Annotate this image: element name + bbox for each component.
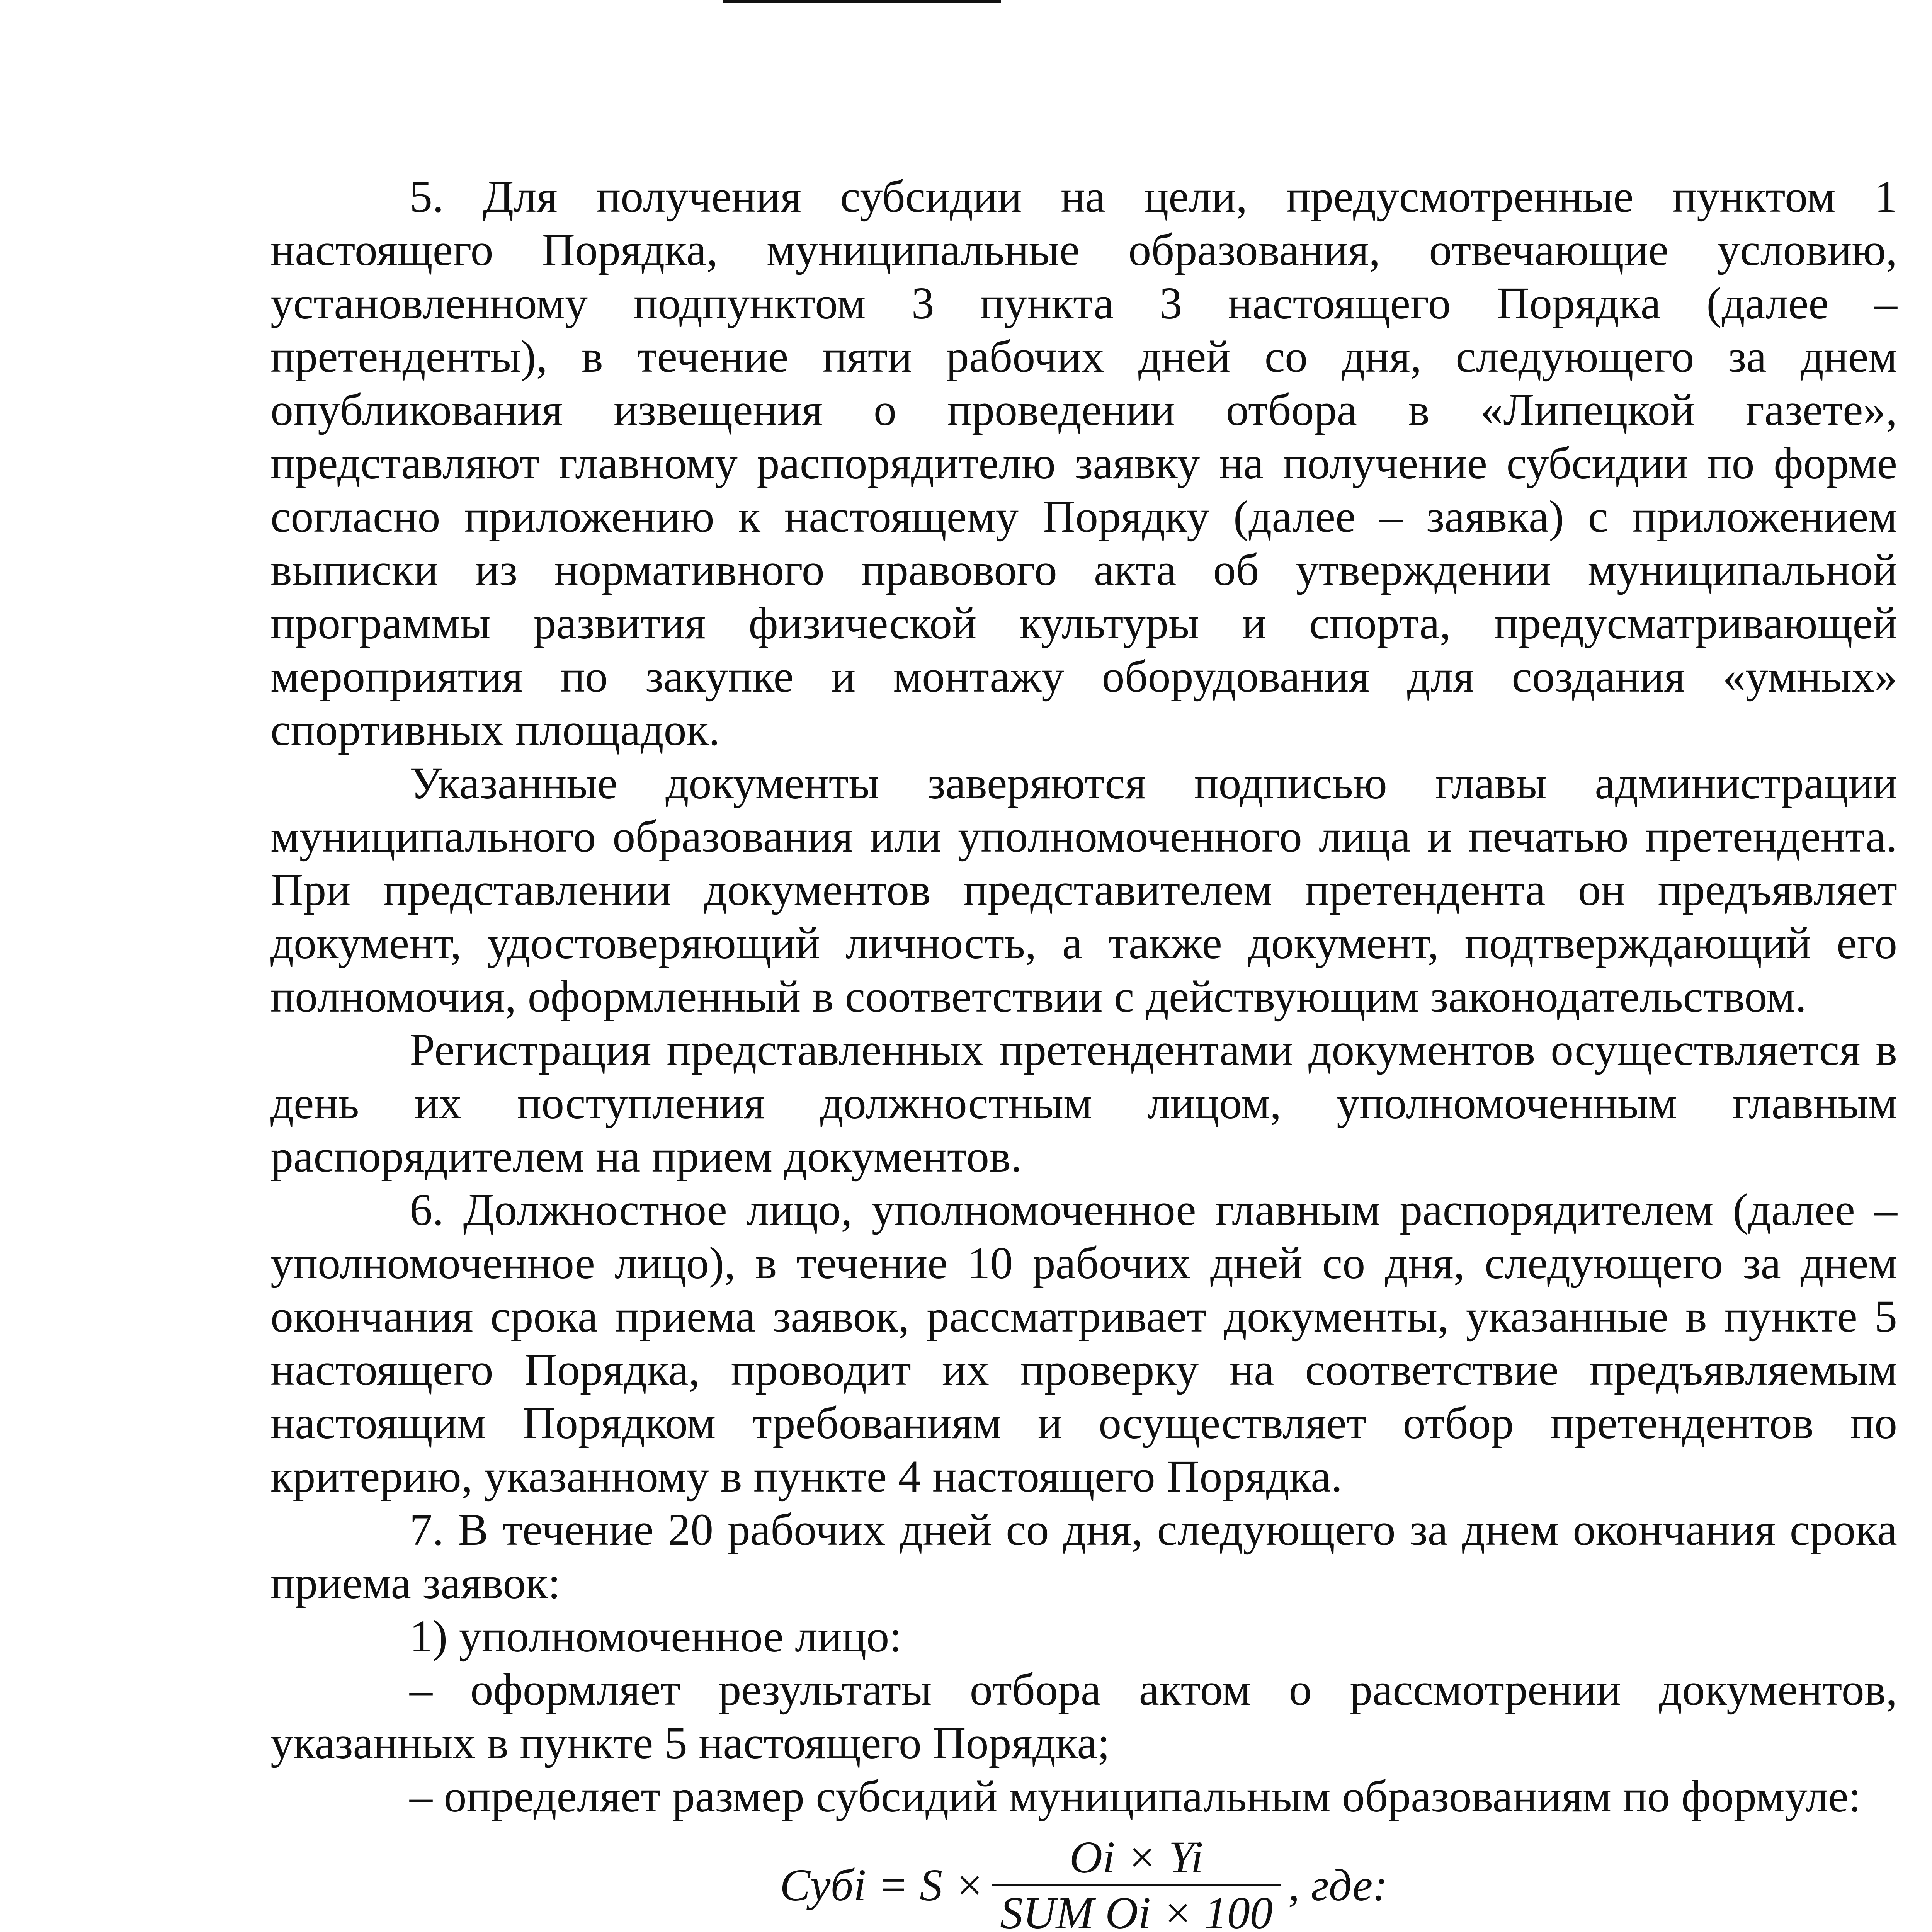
dash-item-act: – оформляет результаты отбора актом о рассмотрении документов, указанных в пункте 5 настоящего Порядка; [270,1664,1897,1768]
paragraph-registration: Регистрация представленных претендентами документов осуществляется в день их поступления должностным лицом, уполномоченным главным распорядителем на прием документов. [270,1024,1897,1182]
document-body [270,170,1897,1932]
paragraph-7: 7. В течение 20 рабочих дней со дня, следующего за днем окончания срока приема заявок: [270,1504,1897,1608]
paragraph-documents-certified: Указанные документы заверяются подписью главы администрации муниципального образования или уполномоченного лица и печатью претендента. При представлении документов представителем претендента он предъявляет документ, удостоверяющий личность, а также документ, подтверждающий его полномочия, оформленный в соответствии с действующим законодательством. [270,758,1897,1022]
formula-fraction [992,1831,1281,1932]
paragraph-6: 6. Должностное лицо, уполномоченное главным распорядителем (далее – уполномоченное лицо), в течение 10 рабочих дней со дня, следующего за днем окончания срока приема заявок, рассматривает документы, указанные в пункте 5 настоящего Порядка, проводит их проверку на соответствие предъявляемым настоящим Порядком требованиям и осуществляет отбор претендентов по критерию, указанному в пункте 4 настоящего Порядка. [270,1184,1897,1502]
top-edge-rule [723,0,1001,3]
formula-suffix: , где: [1288,1860,1388,1910]
formula-numerator: Oi × Yi [1069,1832,1204,1883]
dash-item-formula: – определяет размер субсидий муниципальным образованиям по формуле: [410,1771,1861,1821]
subitem-1: 1) уполномоченное лицо: [410,1611,902,1662]
formula-lhs: Субi = S × [780,1860,985,1910]
paragraph-5: 5. Для получения субсидии на цели, предусмотренные пунктом 1 настоящего Порядка, муниципальные образования, отвечающие условию, установленному подпунктом 3 пункта 3 настоящего Порядка (далее – претенденты), в течение пяти рабочих дней со дня, следующего за днем опубликования извещения о проведении отбора в «Липецкой газете», представляют главному распорядителю заявку на получение субсидии по форме согласно приложению к настоящему Порядку (далее – заявка) с приложением выписки из нормативного правового акта об утверждении муниципальной программы развития физической культуры и спорта, предусматривающей мероприятия по закупке и монтажу оборудования для создания «умных» спортивных площадок. [270,171,1897,755]
formula-denominator: SUM Oi × 100 [1000,1888,1273,1932]
subsidy-formula [270,1831,1897,1932]
